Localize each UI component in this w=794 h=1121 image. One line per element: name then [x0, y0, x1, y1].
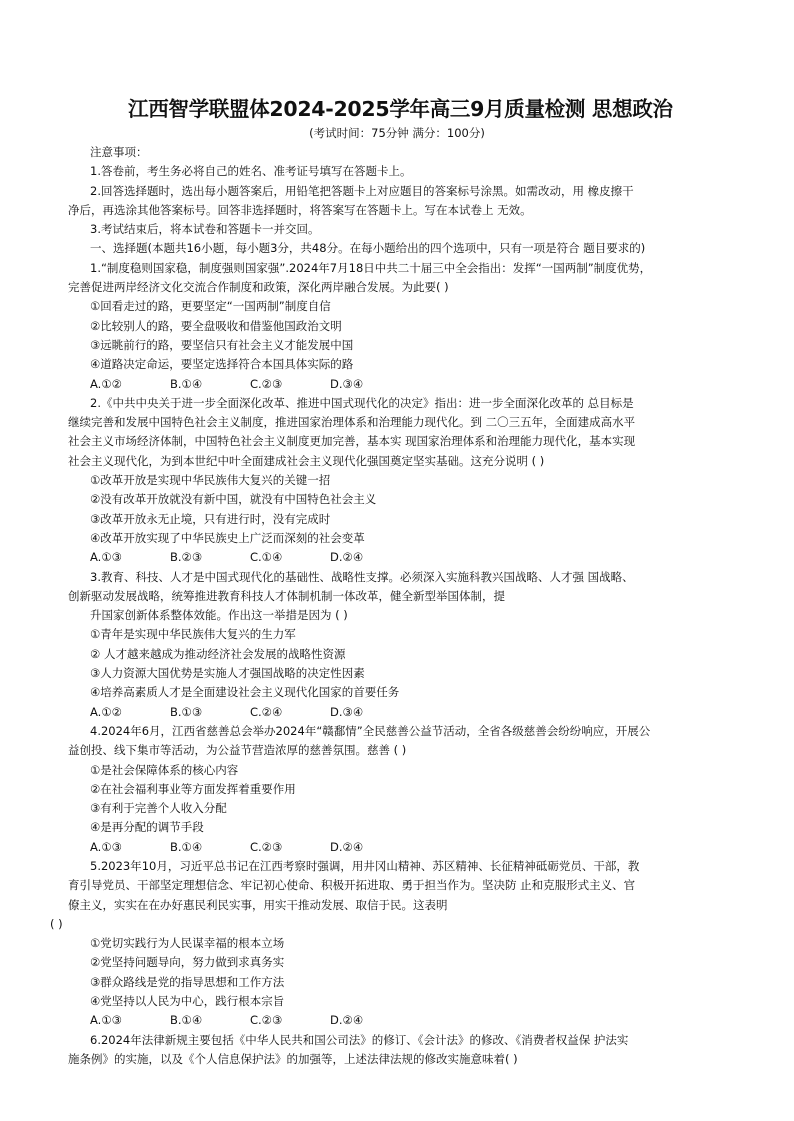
- exam-title: 江西智学联盟体2024-2025学年高三9月质量检测 思想政治: [128, 97, 673, 121]
- question-item: ①改革开放是实现中华民族伟大复兴的关键一招: [90, 473, 331, 488]
- note-item: 2.回答选择题时，选出每小题答案后，用铅笔把答题卡上对应题目的答案标号涂黑。如需改动，用 橡皮擦干: [90, 183, 634, 198]
- question-item: ③改革开放永无止境，只有进行时，没有完成时: [90, 511, 331, 526]
- option-a: A.①②: [90, 704, 122, 719]
- option-d: D.②④: [330, 550, 364, 565]
- question-stem: 继续完善和发展中国特色社会主义制度，推进国家治理体系和治理能力现代化。到 二〇三五年，全面建成高水平: [68, 415, 636, 430]
- question-stem: 僚主义，实实在在办好惠民利民实事，用实干推动发展、取信于民。这表明: [68, 897, 448, 912]
- option-c: C.②③: [250, 839, 283, 854]
- question-item: ④党坚持以人民为中心，践行根本宗旨: [90, 994, 285, 1009]
- question-stem: 2.《中共中央关于进一步全面深化改革、推进中国式现代化的决定》指出：进一步全面深化改革的 总目标是: [90, 395, 634, 410]
- question-stem: 3.教育、科技、人才是中国式现代化的基础性、战略性支撑。必须深入实施科教兴国战略、人才强 国战略、: [90, 569, 634, 584]
- question-stem: 创新驱动发展战略，统筹推进教育科技人才体制机制一体改革，健全新型举国体制，提: [68, 588, 505, 603]
- question-item: ①是社会保障体系的核心内容: [90, 762, 239, 777]
- question-stem: 5.2023年10月，习近平总书记在江西考察时强调，用井冈山精神、苏区精神、长征精神砥砺党员、干部，教: [90, 858, 640, 873]
- question-item: ③有利于完善个人收入分配: [90, 801, 227, 816]
- note-item: 1.答卷前，考生务必将自己的姓名、准考证号填写在答题卡上。: [90, 164, 412, 179]
- option-b: B.①③: [170, 704, 203, 719]
- question-stem: ( ): [50, 916, 63, 931]
- question-stem: 施条例》的实施，以及《个人信息保护法》的加强等，上述法律法规的修改实施意味着( ): [68, 1051, 518, 1066]
- question-stem: 1.“制度稳则国家稳，制度强则国家强”.2024年7月18日中共二十届三中全会指出：发挥“一国两制”制度优势，: [90, 260, 652, 275]
- question-stem: 育引导党员、干部坚定理想信念、牢记初心使命、积极开拓进取、勇于担当作为。坚决防 止和克服形式主义、官: [68, 878, 636, 893]
- note-item: 3.考试结束后，将本试卷和答题卡一并交回。: [90, 222, 320, 237]
- question-item: ②在社会福利事业等方面发挥着重要作用: [90, 781, 296, 796]
- question-stem: 升国家创新体系整体效能。作出这一举措是因为 ( ): [90, 608, 348, 623]
- answer-options: [68, 548, 728, 567]
- note-item: 净后，再选涂其他答案标号。回答非选择题时，将答案写在答题卡上。写在本试卷上 无效。: [68, 202, 532, 217]
- option-a: A.①③: [90, 1013, 122, 1028]
- question-item: ④改革开放实现了中华民族史上广泛而深刻的社会变革: [90, 530, 365, 545]
- option-a: A.①③: [90, 839, 122, 854]
- question-stem: 社会主义现代化，为到本世纪中叶全面建成社会主义现代化强国奠定坚实基础。这充分说明 ( ): [68, 453, 545, 468]
- option-d: D.②④: [330, 1013, 364, 1028]
- option-b: B.①④: [170, 839, 203, 854]
- answer-options: [68, 703, 728, 722]
- option-d: D.③④: [330, 704, 364, 719]
- option-c: C.②③: [250, 376, 283, 391]
- option-a: A.①②: [90, 376, 122, 391]
- answer-options: [68, 1011, 728, 1030]
- answer-options: [68, 375, 728, 394]
- question-item: ③远眺前行的路，要坚信只有社会主义才能发展中国: [90, 337, 354, 352]
- option-c: C.②④: [250, 704, 283, 719]
- question-item: ④是再分配的调节手段: [90, 820, 204, 835]
- option-b: B.①④: [170, 376, 203, 391]
- question-item: ④培养高素质人才是全面建设社会主义现代化国家的首要任务: [90, 685, 400, 700]
- question-item: ② 人才越来越成为推动经济社会发展的战略性资源: [90, 646, 346, 661]
- option-b: B.②③: [170, 550, 203, 565]
- notes-heading: 注意事项：: [90, 145, 148, 159]
- section-heading: 一、选择题(本题共16小题，每小题3分，共48分。在每小题给出的四个选项中，只有一项是符合 题目要求的): [90, 241, 646, 256]
- question-item: ②没有改革开放就没有新中国，就没有中国特色社会主义: [90, 492, 377, 507]
- option-c: C.①④: [250, 550, 283, 565]
- option-d: D.②④: [330, 839, 364, 854]
- question-item: ①回看走过的路，更要坚定“一国两制”制度自信: [90, 299, 331, 314]
- option-a: A.①③: [90, 550, 122, 565]
- exam-body: [50, 143, 728, 1069]
- question-item: ③人力资源大国优势是实施人才强国战略的决定性因素: [90, 666, 365, 681]
- question-stem: 4.2024年6月，江西省慈善总会举办2024年“赣鄱情”全民慈善公益节活动，全省各级慈善会纷纷响应，开展公: [90, 723, 651, 738]
- question-stem: 益创投、线下集市等活动，为公益节营造浓厚的慈善氛围。慈善 ( ): [68, 743, 407, 758]
- exam-subtitle: (考试时间：75分钟 满分：100分): [309, 126, 485, 140]
- answer-options: [68, 838, 728, 857]
- question-stem: 完善促进两岸经济文化交流合作制度和政策，深化两岸融合发展。为此要( ): [68, 280, 449, 295]
- question-item: ①党切实践行为人民谋幸福的根本立场: [90, 936, 285, 951]
- option-b: B.①④: [170, 1013, 203, 1028]
- question-item: ②党坚持问题导向，努力做到求真务实: [90, 955, 285, 970]
- question-item: ④道路决定命运，要坚定选择符合本国具体实际的路: [90, 357, 354, 372]
- question-stem: 社会主义市场经济体制，中国特色社会主义制度更加完善，基本实 现国家治理体系和治理能力现代化，基本实现: [68, 434, 636, 449]
- question-item: ①青年是实现中华民族伟大复兴的生力军: [90, 627, 296, 642]
- option-d: D.③④: [330, 376, 364, 391]
- option-c: C.②③: [250, 1013, 283, 1028]
- question-stem: 6.2024年法律新规主要包括《中华人民共和国公司法》的修订、《会计法》的修改、《消费者权益保 护法实: [90, 1032, 629, 1047]
- question-item: ②比较别人的路，要全盘吸收和借鉴他国政治文明: [90, 318, 342, 333]
- question-item: ③群众路线是党的指导思想和工作方法: [90, 974, 285, 989]
